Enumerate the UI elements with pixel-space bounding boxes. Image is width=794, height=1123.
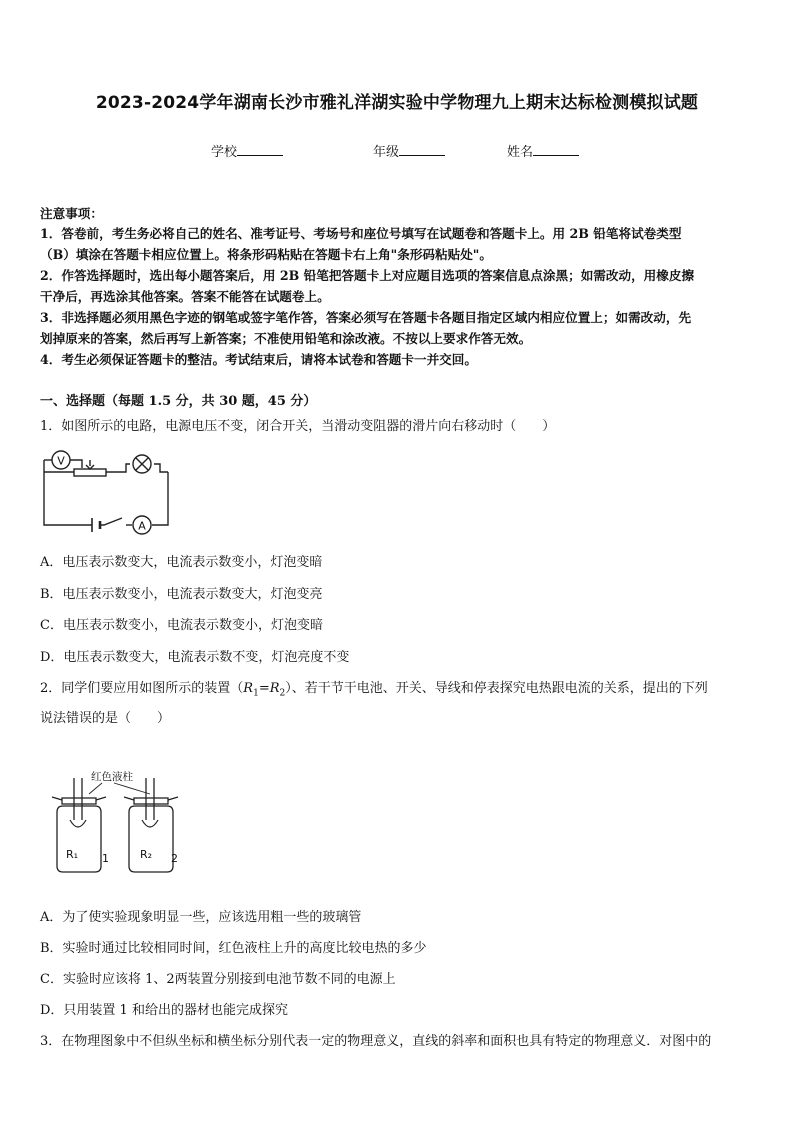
q2-stem-part: 2．同学们要应用如图所示的装置（ [40,681,244,696]
exam-title: 2023-2024学年湖南长沙市雅礼洋湖实验中学物理九上期末达标检测模拟试题 [95,93,699,113]
notice-line: 划掉原来的答案，然后再写上新答案；不准使用铅笔和涂改液。不按以上要求作答无效。 [40,331,532,346]
r2-subscript: 2 [279,688,286,699]
notice-heading: 注意事项： [40,206,103,221]
notice-line: （B）填涂在答题卡相应位置上。将条形码粘贴在答题卡右上角"条形码粘贴处"。 [40,247,492,262]
school-field [211,141,283,160]
circuit-diagram [40,440,174,540]
notice-line: 3．非选择题必须用黑色字迹的钢笔或签字笔作答，答案必须写在答题卡各题目指定区域内相应位置上；如需改动，先 [40,310,692,325]
option-b: B．电压表示数变小，电流表示数变大，灯泡变亮 [40,587,323,602]
option-d: D．电压表示数变大，电流表示数不变，灯泡亮度不变 [40,650,350,665]
question-3-stem: 3．在物理图象中不但纵坐标和横坐标分别代表一定的物理意义，直线的斜率和面积也具有特定的物理意义．对图中的 [40,1034,712,1049]
heating-apparatus-diagram [44,766,194,878]
q2-stem-part: ）、若干节干电池、开关、导线和停表探究电热跟电流的关系，提出的下列 [285,681,708,696]
lamp-icon [133,455,151,473]
svg-text:A: A [138,519,146,533]
question-2-stem [40,677,708,699]
option-c: C．实验时应该将 1、2两装置分别接到电池节数不同的电源上 [40,972,396,987]
r1-symbol: R [243,681,254,696]
voltmeter-icon [52,451,70,469]
option-a: A．为了使实验现象明显一些，应该选用粗一些的玻璃管 [40,910,362,925]
grade-label: 年级 [373,145,400,160]
ammeter-icon [133,516,151,534]
school-blank [237,144,283,156]
school-label: 学校 [211,145,238,160]
r2-symbol: R [269,681,280,696]
option-a: A．电压表示数变大，电流表示数变小，灯泡变暗 [40,555,323,570]
r2-label: R₂ [140,848,153,861]
question-2-stem-cont: 说法错误的是（ ） [40,711,171,726]
grade-field [373,141,445,160]
option-d: D．只用装置 1 和给出的器材也能完成探究 [40,1003,288,1018]
option-b: B．实验时通过比较相同时间，红色液柱上升的高度比较电热的多少 [40,941,427,956]
red-liquid-caption: 红色液柱 [91,771,133,783]
jar-1-icon [52,778,106,872]
notice-line: 4．考生必须保证答题卡的整洁。考试结束后，请将本试卷和答题卡一并交回。 [40,352,477,367]
grade-blank [399,144,445,156]
equals-sign: = [258,681,270,696]
notice-line: 1．答卷前，考生务必将自己的姓名、准考证号、考场号和座位号填写在试题卷和答题卡上。用 2B 铅笔将试卷类型 [40,226,682,241]
option-c: C．电压表示数变小，电流表示数变小，灯泡变暗 [40,618,323,633]
name-blank [533,144,579,156]
notice-line: 干净后，再选涂其他答案。答案不能答在试题卷上。 [40,289,330,304]
notice-line: 2．作答选择题时，选出每小题答案后，用 2B 铅笔把答题卡上对应题目选项的答案信息点涂黑；如需改动，用橡皮擦 [40,268,695,283]
name-field [507,141,579,160]
name-label: 姓名 [507,145,534,160]
device-1-number: 1 [102,852,109,865]
svg-text:V: V [57,454,65,468]
question-1-stem: 1．如图所示的电路，电源电压不变，闭合开关，当滑动变阻器的滑片向右移动时（ ） [40,419,556,434]
device-2-number: 2 [171,852,178,865]
r1-subscript: 1 [253,688,259,699]
section-heading: 一、选择题（每题 1.5 分，共 30 题，45 分） [40,394,317,409]
r1-label: R₁ [66,848,79,861]
